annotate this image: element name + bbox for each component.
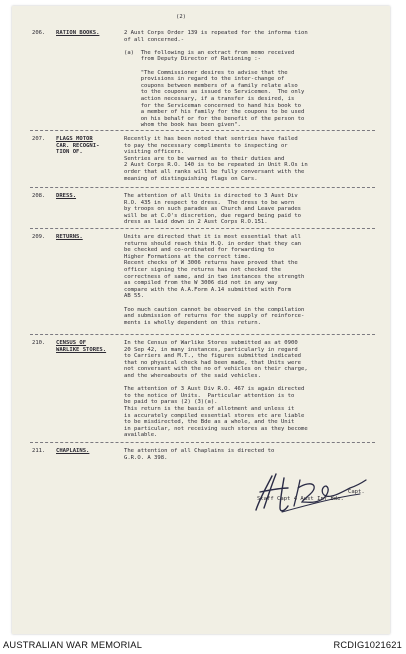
body-line: on his behalf or for the benefit of the person to — [124, 115, 305, 122]
archive-footer — [0, 638, 406, 654]
body-line: order that all ranks will be fully conversant with the — [124, 169, 305, 175]
body-line: to Carriers and M.T., the figures submitted indicated — [124, 353, 301, 360]
body-line: a member of his family for the coupons to be used — [124, 109, 305, 116]
section-heading: WARLIKE STORES. — [56, 346, 107, 353]
body-line: G.R.O. A 398. — [124, 454, 168, 461]
body-line: Recent checks of W 3006 returns have proved that the — [124, 260, 298, 267]
signatory-appointment: Staff Capt 4 Aust Inf Bde. — [257, 496, 344, 502]
footer-record-id: RCDIG1021621 — [333, 640, 402, 650]
section-divider — [30, 187, 375, 188]
section-heading: RATION BOOKS. — [56, 30, 100, 36]
body-line: coupons between members of a family relate also — [124, 82, 298, 89]
body-line: for the Serviceman concerned to hand his book to — [124, 102, 301, 109]
body-line: R.O. 435 in respect to dress. The dress to be worn — [124, 199, 295, 206]
body-line: be paid to paras (2) (3)(a). — [124, 399, 218, 406]
section-divider — [30, 334, 375, 335]
body-line: compare with the A.A.Form A.14 submitted with Form — [124, 286, 291, 293]
page-number: (2) — [176, 14, 187, 20]
body-line: by troops on such parades as Church and Leave parades — [124, 206, 301, 213]
footer-institution: AUSTRALIAN WAR MEMORIAL — [3, 640, 143, 650]
body-line: Units are directed that it is most essential that all — [124, 234, 301, 240]
body-line: 2 Aust Corps Order 139 is repeated for the informa tion — [124, 30, 308, 36]
section-heading: CENSUS OF — [56, 340, 87, 346]
section-heading: DRESS. — [56, 193, 77, 199]
body-line: not conversant with the no of vehicles on their charge, — [124, 366, 308, 373]
body-line: This return is the basis of allotment and unless it — [124, 406, 295, 412]
body-line: officer signing the returns has not checked the — [124, 267, 281, 273]
body-line: and the whereabouts of the said vehicles. — [124, 373, 261, 379]
body-line: visiting officers. — [124, 149, 185, 156]
body-line: "The Commissioner desires to advise that the — [124, 69, 288, 76]
body-line: Recently it has been noted that sentries have failed — [124, 136, 298, 142]
body-line: 2 Aust Corps R.O. 140 is to be repeated in Unit R.Os in — [124, 162, 308, 169]
body-line: be checked and co-ordinated for forwarding to — [124, 247, 275, 254]
section-heading: FLAGS MOTOR — [56, 136, 93, 142]
body-line: provisions in regard to the inter-change of — [124, 76, 285, 83]
body-line: in particular, not receiving such stores as they become — [124, 425, 308, 432]
section-number: 211. — [32, 448, 46, 454]
body-line: and submission of returns for the supply of reinforce- — [124, 313, 305, 320]
body-line: available. — [124, 432, 158, 439]
section-heading: CAR. RECOGNI- — [56, 142, 100, 149]
body-line: to be misdirected, the Bde as a whole, and the Unit — [124, 419, 295, 426]
body-line: will be at C.O's discretion, due regard being paid to — [124, 212, 301, 219]
body-line: dress as laid down in 2 Aust Corps R.O.151. — [124, 219, 268, 226]
section-number: 207. — [32, 136, 46, 142]
body-line: to pay the necessary compliments to inspecting or — [124, 142, 288, 149]
body-line: The attention of all Units is directed to 3 Aust Div — [124, 193, 298, 199]
section-number: 210. — [32, 340, 46, 346]
body-line: In the Census of Warlike Stores submitted as at 0900 — [124, 340, 298, 346]
body-line: returns should reach this H.Q. in order that they can — [124, 240, 301, 247]
body-line: as compiled from the W 3006 did not in any way — [124, 280, 278, 287]
body-line: AB 55. — [124, 293, 145, 300]
section-heading: CHAPLAINS. — [56, 448, 90, 454]
section-divider — [30, 130, 375, 131]
section-number: 206. — [32, 30, 46, 36]
body-line: meaning of distinguishing flags on Cars. — [124, 175, 258, 182]
section-divider — [30, 228, 375, 229]
body-line: that no physical check had been made, that Units were — [124, 359, 301, 366]
signatory-rank: Capt. — [348, 489, 365, 495]
body-line: of all concerned.- — [124, 36, 185, 43]
body-line: from Deputy Director of Rationing :- — [124, 56, 261, 63]
body-line: Sentries are to be warned as to their duties and — [124, 155, 285, 162]
body-line: to the coupons as issued to Servicemen. The only — [124, 89, 305, 96]
body-line: The attention of 3 Aust Div R.O. 467 is again directed — [124, 386, 305, 393]
body-line: ments is wholly dependent on this return. — [124, 319, 261, 326]
section-heading: TION OF. — [56, 149, 83, 156]
body-line: correctness of same, and in two instances the strength — [124, 273, 305, 280]
section-number: 208. — [32, 193, 46, 199]
section-number: 209. — [32, 234, 46, 240]
document-page — [12, 6, 390, 634]
body-line: action necessary, if a transfer is desired, is — [124, 96, 295, 102]
body-line: is accurately compiled essential stores etc are liable — [124, 412, 305, 419]
body-line: to the notice of Units. Particular attention is to — [124, 392, 295, 399]
body-line: (a) The following is an extract from memo received — [124, 49, 295, 56]
body-line: whom the book has been given". — [124, 122, 241, 129]
body-line: Higher Formations at the correct time. — [124, 253, 251, 260]
body-line: Too much caution cannot be observed in the compilation — [124, 306, 305, 313]
section-divider — [30, 442, 375, 443]
body-line: The attention of all Chaplains is directed to — [124, 448, 275, 454]
section-heading: RETURNS. — [56, 234, 83, 240]
body-line: 20 Sep 42, in many instances, particularly in regard — [124, 346, 298, 353]
